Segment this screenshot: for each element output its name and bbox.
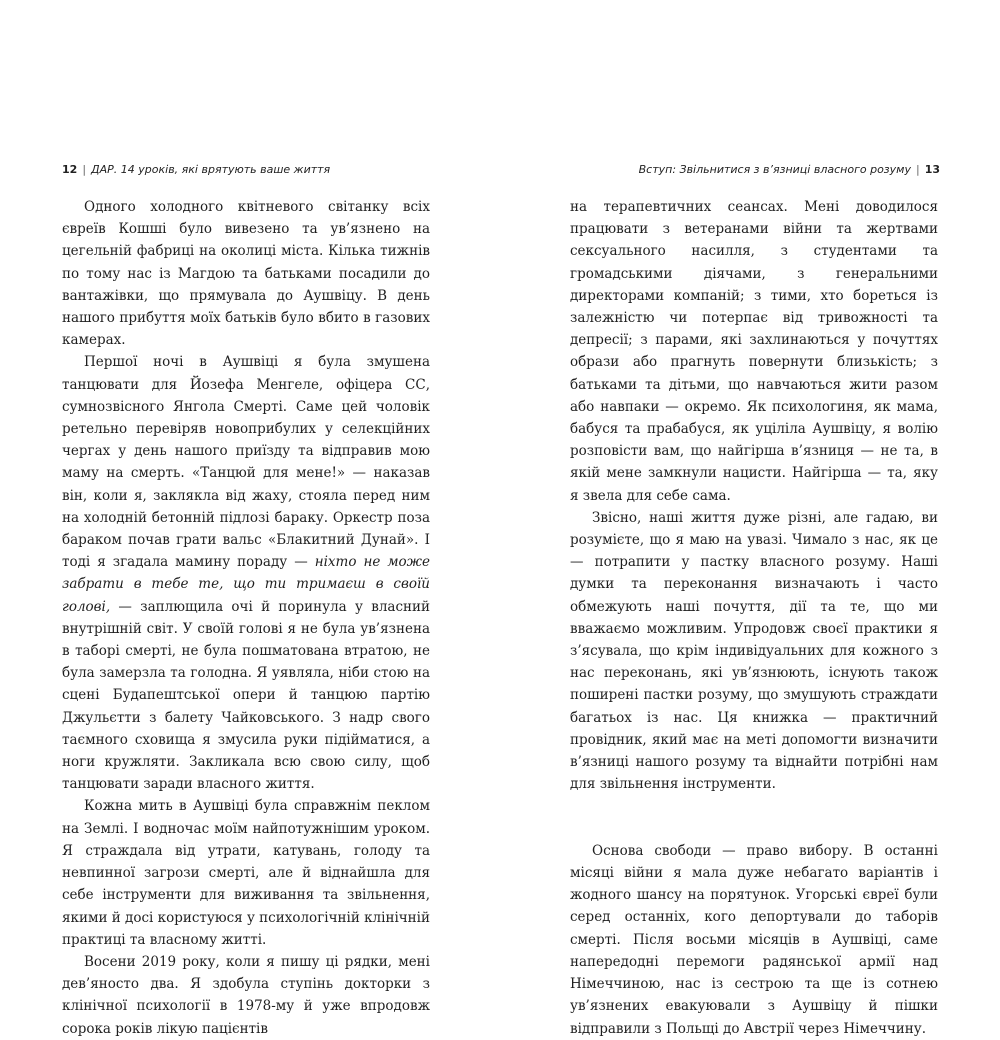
paragraph-text: Першої ночі в Аушвіці я була змушена танцювати для Йозефа Менгеле, офіцера СС, сумнозвісного Янгола Смерті. Саме цей чоловік ретельно перевіряв новоприбулих у селекційних чергах у день нашого приїзду та відправив мою маму на смерть. «Танцюй для мене!» — наказав він, коли я, заклякла від жаху, стояла перед ним на холодній бетонній підлозі бараку. Оркестр поза бараком почав грати вальс «Блакитний Дунай». І тоді я згадала мамину пораду — xyxy=(62,354,430,571)
paragraph-text: — заплющила очі й поринула у власний внутрішній світ. У своїй голові я не була ув’язнена в таборі смерті, не була пошматована втратою, не була замерзла та голодна. Я уявляла, ніби стою на сцені Будапештської опери й танцюю партію Джульєтти з балету Чайковського. З надр свого таємного сховища я змусила руки підійматися, а ноги кружляти. Закликала всю свою силу, щоб танцювати заради власного життя. xyxy=(62,598,430,793)
paragraph-with-italic xyxy=(62,351,430,795)
right-page-number: 13 xyxy=(924,163,940,176)
paragraph: Звісно, наші життя дуже різні, але гадаю, ви розумієте, що я маю на увазі. Чимало з нас, як це — потрапити у пастку власного розуму. Наші думки та переконання визначають і часто обмежують наші почуття, дії та те, що ми вважаємо можливим. Упродовж своєї практики я з’ясувала, що крім індивідуальних для кожного з нас переконань, які ув’язнюють, існують також поширені пастки розуму, що змушують страждати багатьох із нас. Ця книжка — практичний провідник, який має на меті допомогти визначити в’язниці нашого розуму та віднайти потрібні нам для звільнення інструменти. xyxy=(570,509,938,793)
left-page-body xyxy=(62,196,430,1040)
right-running-header xyxy=(639,163,940,176)
paragraph: Восени 2019 року, коли я пишу ці рядки, мені дев’яносто два. Я здобула ступінь докторки з клінічної психології в 1978-му й уже впродовж сорока років лікую пацієнтів xyxy=(62,953,430,1037)
left-page-number: 12 xyxy=(62,163,78,176)
header-separator: | xyxy=(915,163,920,176)
left-running-header xyxy=(62,163,330,176)
paragraph-continued: на терапевтичних сеансах. Мені доводилося працювати з ветеранами війни та жертвами сексуального насилля, з студентами та громадськими діячами, з генеральними директорами компаній; з тими, хто бореться із залежністю чи потерпає від тривожності та депресії; з парами, які захлинаються у почуттях образи або прагнуть повернути близькість; з батьками та дітьми, що навчаються жити разом або навпаки — окремо. Як психологиня, як мама, бабуся та прабабуся, як уціліла Аушвіцу, я волію розповісти вам, що найгірша в’язниця — не та, в якій мене замкнули нацисти. Найгірша — та, яку я звела для себе сама. xyxy=(570,199,938,504)
right-page-body xyxy=(570,196,938,1040)
right-header-title: Вступ: Звільнитися з в’язниці власного розуму xyxy=(638,163,911,176)
paragraph: Кожна мить в Аушвіці була справжнім пеклом на Землі. І водночас моїм найпотужнішим уроком. Я страждала від утрати, катувань, голоду та невпинної загрози смерті, але й віднайшла для себе інструменти для виживання та звільнення, якими й досі користуюся у психологічній клінічній практиці та власному житті. xyxy=(62,798,430,948)
left-header-title: ДАР. 14 уроків, які врятують ваше життя xyxy=(91,163,331,176)
section-paragraph: Основа свободи — право вибору. В останні місяці війни я мала дуже небагато варіантів і жодного шансу на порятунок. Угорські євреї були серед останніх, кого депортували до таборів смерті. Після восьми місяців в Аушвіці, саме напередодні перемоги радянської армії над Німеччиною, нас із сестрою та ще із сотнею ув’язнених евакуювали з Аушвіцу й пішки відправили з Польщі до Австрії через Німеччину. xyxy=(570,842,938,1037)
italic-quote: ніхто не може забрати в тебе те, що ти тримаєш в своїй голові, xyxy=(62,554,430,615)
paragraph: Одного холодного квітневого світанку всіх євреїв Кошші було вивезено та ув’язнено на цегельній фабриці на околиці міста. Кілька тижнів по тому нас із Магдою та батьками посадили до вантажівки, що прямувала до Аушвіцу. В день нашого прибуття моїх батьків було вбито в газових камерах. xyxy=(62,199,430,349)
header-separator: | xyxy=(82,163,87,176)
